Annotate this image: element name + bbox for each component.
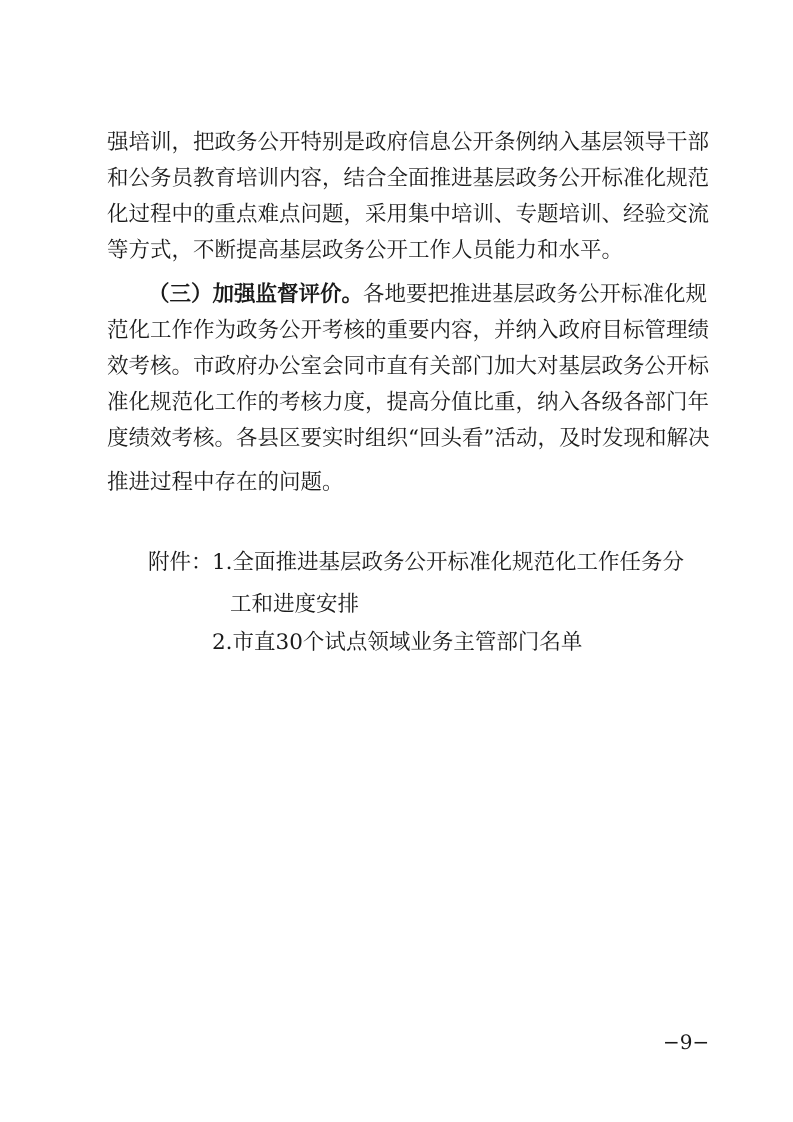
section3-line-5: 度绩效考核。各县区要实时组织“回头看”活动，及时发现和解决 [107, 426, 710, 451]
section3-first-line-text: 各地要把推进基层政务公开标准化规 [363, 282, 708, 307]
attachment-2: 2.市直30个试点领域业务主管部门名单 [212, 630, 583, 655]
page-number: −9− [663, 1030, 710, 1054]
section3-line-3: 效考核。市政府办公室会同市直有关部门加大对基层政务公开标 [107, 354, 710, 379]
attachments-label: 附件： [148, 550, 213, 575]
body-line-4: 等方式，不断提高基层政务公开工作人员能力和水平。 [107, 238, 624, 263]
attachment-1-line-2: 工和进度安排 [230, 592, 360, 617]
section3-line-4: 准化规范化工作的考核力度，提高分值比重，纳入各级各部门年 [107, 390, 710, 415]
body-line-3: 化过程中的重点难点问题，采用集中培训、专题培训、经验交流 [107, 202, 710, 227]
body-line-2: 和公务员教育培训内容，结合全面推进基层政务公开标准化规范 [107, 166, 710, 191]
section3-heading: （三）加强监督评价。 [148, 282, 364, 307]
section3-line-2: 范化工作作为政务公开考核的重要内容，并纳入政府目标管理绩 [107, 318, 710, 343]
section3-line-6: 推进过程中存在的问题。 [107, 470, 344, 495]
section3-first-line [148, 278, 708, 312]
attachment-1-line-1: 1.全面推进基层政务公开标准化规范化工作任务分 [212, 550, 685, 575]
body-line-1: 强培训，把政务公开特别是政府信息公开条例纳入基层领导干部 [107, 130, 710, 155]
